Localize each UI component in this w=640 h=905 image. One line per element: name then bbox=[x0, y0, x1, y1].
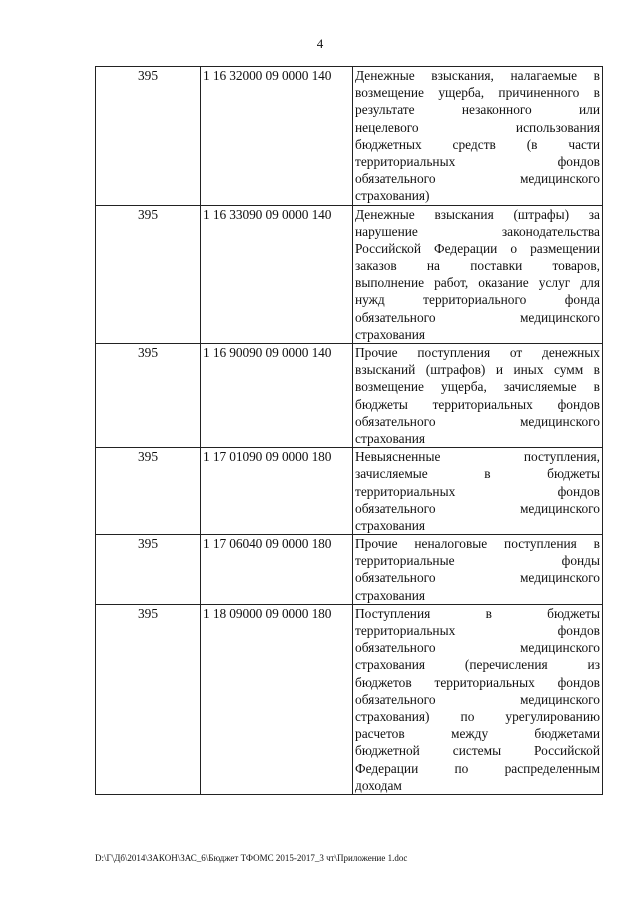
revenue-name-line: обязательного медицинского bbox=[355, 413, 600, 429]
revenue-name-cell bbox=[353, 448, 603, 535]
revenue-name-line: обязательного медицинского bbox=[355, 570, 600, 586]
revenue-name-line: результате незаконного или bbox=[355, 102, 600, 118]
page-number: 4 bbox=[316, 36, 324, 51]
revenue-name-line: Прочие поступления от денежных bbox=[355, 345, 600, 360]
revenue-name-line: возмещение ущерба, зачисляемые в bbox=[355, 379, 600, 395]
revenue-name-line: нецелевого использования bbox=[355, 119, 600, 135]
budget-classification-code-cell: 1 17 01090 09 0000 180 bbox=[201, 448, 353, 535]
table-row bbox=[96, 604, 603, 794]
revenue-name-line: Прочие неналоговые поступления в bbox=[355, 536, 600, 552]
revenue-name-line: выполнение работ, оказание услуг для bbox=[355, 275, 600, 291]
revenue-name-line: бюджетной системы Российской bbox=[355, 743, 600, 759]
revenue-name-line: обязательного медицинского bbox=[355, 309, 600, 325]
table-row bbox=[96, 344, 603, 448]
revenue-name-line: бюджетов территориальных фондов bbox=[355, 674, 600, 690]
revenue-name-line: территориальные фонды bbox=[355, 553, 600, 569]
revenue-name-cell bbox=[353, 205, 603, 344]
admin-code-cell: 395 bbox=[96, 535, 201, 605]
revenue-name-line: территориальных фондов bbox=[355, 153, 600, 169]
revenue-name-line: страхования bbox=[355, 587, 426, 603]
revenue-name-line: бюджетных средств (в части bbox=[355, 136, 600, 152]
revenue-name-line: страхования (перечисления из bbox=[355, 657, 600, 673]
revenue-name-line: страхования) bbox=[355, 188, 430, 204]
admin-code-cell: 395 bbox=[96, 67, 201, 206]
revenue-name-line: обязательного медицинского bbox=[355, 500, 600, 516]
revenue-name-cell bbox=[353, 67, 603, 206]
revenue-name-line: Денежные взыскания (штрафы) за bbox=[355, 206, 600, 222]
revenue-name-cell bbox=[353, 535, 603, 605]
table-row bbox=[96, 535, 603, 605]
revenue-name-line: страхования bbox=[355, 326, 426, 342]
revenue-name-line: обязательного медицинского bbox=[355, 640, 600, 656]
budget-revenue-table bbox=[95, 66, 603, 795]
revenue-name-line: Денежные взыскания, налагаемые в bbox=[355, 68, 600, 83]
revenue-name-line: бюджеты территориальных фондов bbox=[355, 396, 600, 412]
budget-classification-code-cell: 1 17 06040 09 0000 180 bbox=[201, 535, 353, 605]
revenue-name-line: нужд территориального фонда bbox=[355, 292, 600, 308]
revenue-name-line: обязательного медицинского bbox=[355, 171, 600, 187]
admin-code-cell: 395 bbox=[96, 448, 201, 535]
revenue-name-line: Российской Федерации о размещении bbox=[355, 240, 600, 256]
revenue-name-cell bbox=[353, 604, 603, 794]
revenue-name-line: страхования bbox=[355, 517, 426, 533]
budget-classification-code-cell: 1 18 09000 09 0000 180 bbox=[201, 604, 353, 794]
budget-classification-code-cell: 1 16 90090 09 0000 140 bbox=[201, 344, 353, 448]
revenue-name-line: Федерации по распределенным bbox=[355, 760, 600, 776]
revenue-name-line: возмещение ущерба, причиненного в bbox=[355, 85, 600, 101]
admin-code-cell: 395 bbox=[96, 344, 201, 448]
revenue-name-line: обязательного медицинского bbox=[355, 691, 600, 707]
revenue-name-line: страхования bbox=[355, 430, 426, 446]
revenue-name-line: зачисляемые в бюджеты bbox=[355, 466, 600, 482]
revenue-name-line: Невыясненные поступления, bbox=[355, 449, 600, 465]
budget-classification-code-cell: 1 16 33090 09 0000 140 bbox=[201, 205, 353, 344]
budget-classification-code-cell: 1 16 32000 09 0000 140 bbox=[201, 67, 353, 206]
revenue-name-cell bbox=[353, 344, 603, 448]
admin-code-cell: 395 bbox=[96, 604, 201, 794]
revenue-name-line: доходам bbox=[355, 777, 402, 793]
revenue-name-line: территориальных фондов bbox=[355, 623, 600, 638]
footer-file-path: D:\Г\Дб\2014\ЗАКОН\ЗАС_6\Бюджет ТФОМС 2015-2017_3 чт\Приложение 1.doc bbox=[95, 853, 408, 863]
revenue-name-line: страхования) по урегулированию bbox=[355, 708, 600, 724]
table-row bbox=[96, 205, 603, 344]
revenue-name-line: территориальных фондов bbox=[355, 483, 600, 499]
table-row bbox=[96, 67, 603, 206]
revenue-name-line: нарушение законодательства bbox=[355, 223, 600, 239]
table-body bbox=[96, 67, 603, 795]
revenue-name-line: взысканий (штрафов) и иных сумм в bbox=[355, 362, 600, 378]
revenue-name-line: заказов на поставки товаров, bbox=[355, 258, 600, 274]
revenue-name-line: Поступления в бюджеты bbox=[355, 605, 600, 621]
table-row bbox=[96, 448, 603, 535]
revenue-name-line: расчетов между бюджетами bbox=[355, 726, 600, 742]
admin-code-cell: 395 bbox=[96, 205, 201, 344]
